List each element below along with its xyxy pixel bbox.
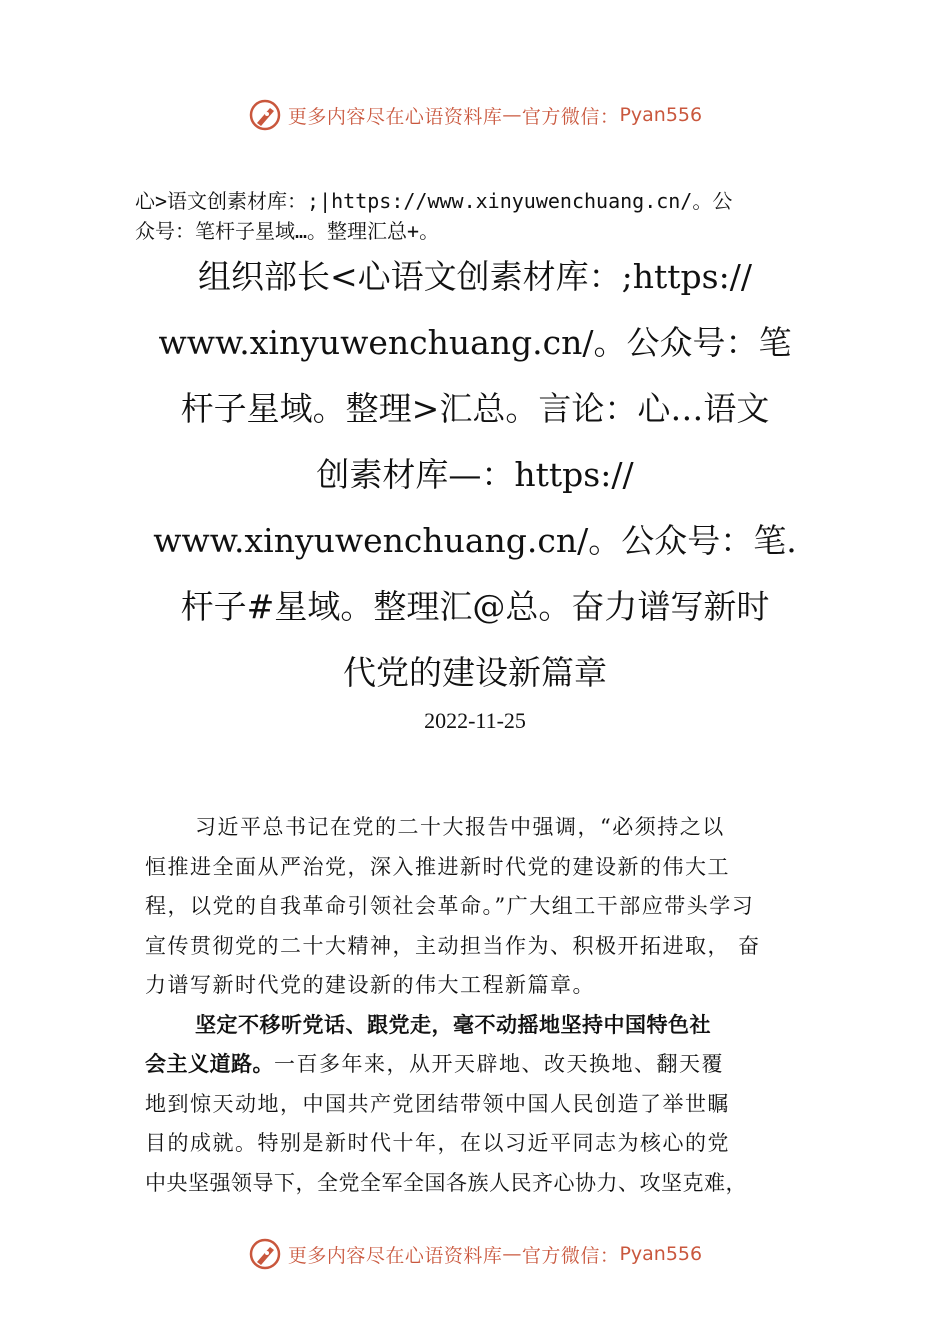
- title-line: www.xinyuwenchuang.cn/。公众号：笔.: [153, 521, 797, 560]
- footer-banner: [0, 1234, 950, 1274]
- paragraph-line: [145, 1045, 835, 1085]
- pen-nib-circle-icon: [248, 98, 282, 132]
- paragraph-line: 宣传贯彻党的二十大精神，主动担当作为、积极开拓进取， 奋: [145, 933, 761, 958]
- banner-dash: —: [502, 104, 522, 126]
- paragraph-line: 地到惊天动地，中国共产党团结带领中国人民创造了举世瞩: [145, 1091, 730, 1116]
- title-line: 杆子#星域。整理汇@总。奋力谱写新时: [180, 587, 770, 626]
- publish-date: 2022-11-25: [424, 708, 526, 733]
- header-banner: [0, 95, 950, 135]
- paragraph-line: 程，以党的自我革命引领社会革命。”广大组工干部应带头学习: [145, 894, 755, 918]
- intro-line: 众号：笔杆子星域…。整理汇总+。: [135, 219, 440, 243]
- document-title: [110, 244, 840, 706]
- banner-wechat-id: Pyan556: [619, 1243, 703, 1265]
- paragraph-text: 一百多年来，从开天辟地、改天换地、翻天覆: [274, 1052, 724, 1076]
- title-line: 组织部长<心语文创素材库：;https://: [198, 257, 752, 296]
- title-line: www.xinyuwenchuang.cn/。公众号：笔: [158, 323, 792, 362]
- bold-heading: 坚定不移听党话、跟党走，毫不动摇地坚持中国特色社: [195, 1012, 711, 1037]
- title-line: 杆子星域。整理>汇总。言论：心…语文: [180, 389, 770, 428]
- paragraph-line: 恒推进全面从严治党，深入推进新时代党的建设新的伟大工: [145, 854, 730, 879]
- bold-heading-end: 会主义道路。: [145, 1052, 274, 1076]
- paragraph-line: 力谱写新时代党的建设新的伟大工程新篇章。: [145, 973, 595, 997]
- banner-wechat-id: Pyan556: [619, 104, 703, 126]
- banner-text: 更多内容尽在心语资料库: [287, 105, 503, 128]
- banner-text: 更多内容尽在心语资料库: [287, 1244, 503, 1267]
- intro-line: 心>语文创素材库：;|https://www.xinyuwenchuang.cn/。公: [135, 189, 733, 213]
- banner-wechat-label: 官方微信：: [521, 105, 620, 128]
- paragraph-line: [145, 1006, 835, 1046]
- title-line: 代党的建设新篇章: [343, 653, 607, 692]
- article-body: [145, 808, 835, 1203]
- intro-text: [135, 186, 825, 246]
- paragraph-line: 目的成就。特别是新时代十年，在以习近平同志为核心的党: [145, 1131, 730, 1155]
- title-line: 创素材库—：https://: [316, 455, 634, 494]
- banner-wechat-label: 官方微信：: [521, 1244, 620, 1267]
- banner-dash: —: [502, 1243, 522, 1265]
- paragraph-line: 中央坚强领导下，全党全军全国各族人民齐心协力、攻坚克难，: [145, 1170, 747, 1195]
- paragraph-line: 习近平总书记在党的二十大报告中强调，“必须持之以: [195, 815, 725, 839]
- pen-nib-circle-icon: [248, 1237, 282, 1271]
